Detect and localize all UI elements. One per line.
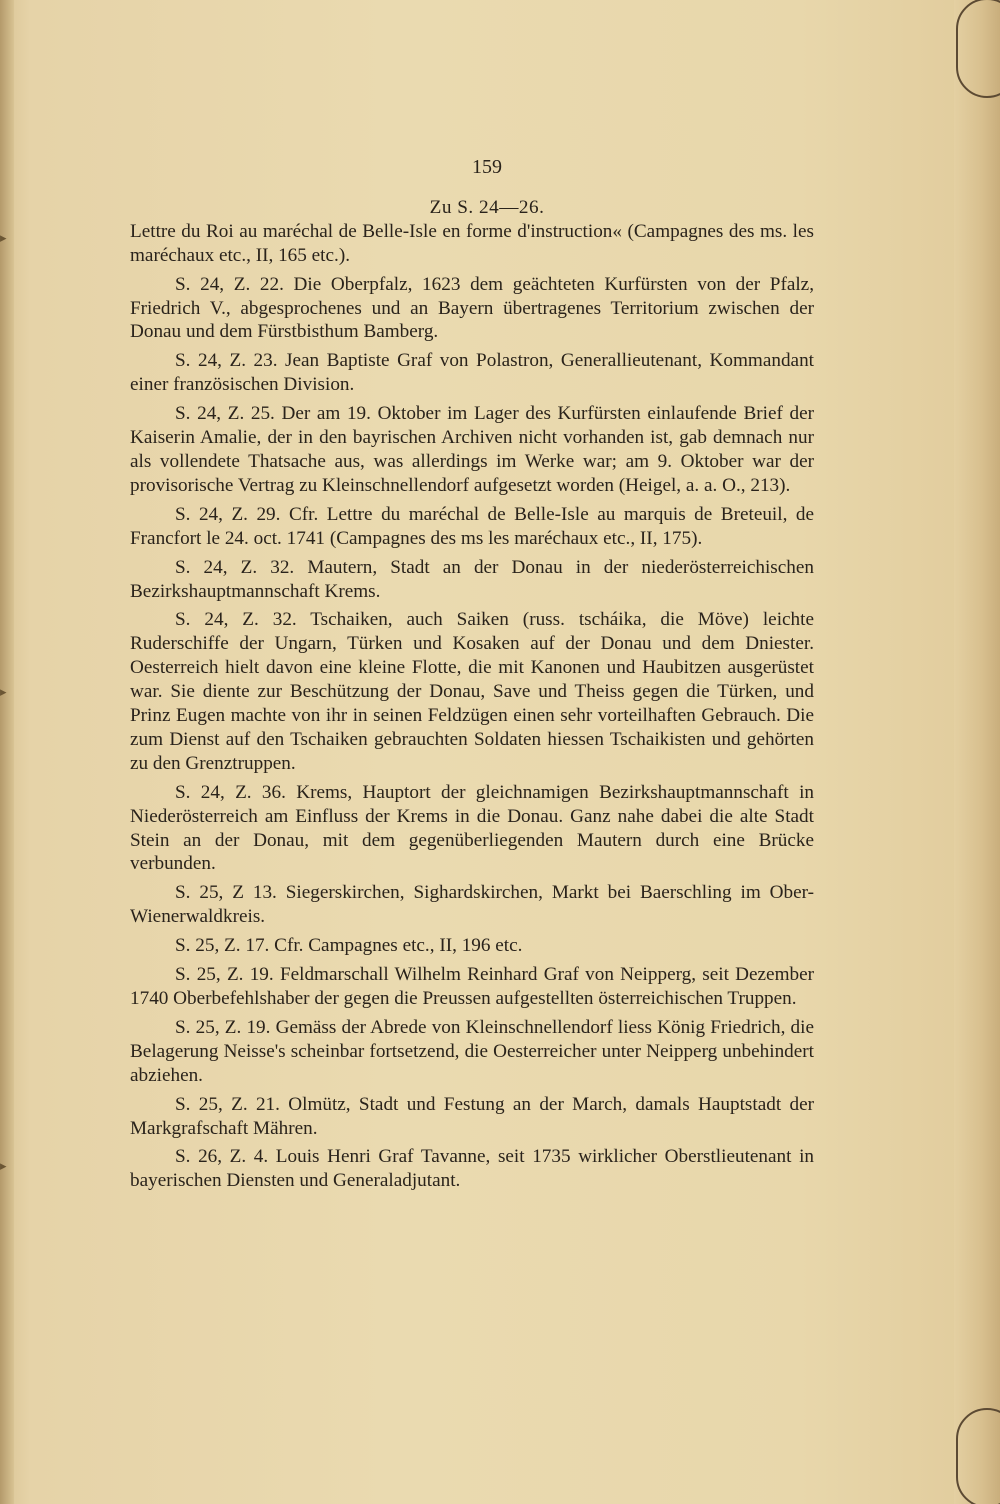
note-paragraph: S. 24, Z. 23. Jean Baptiste Graf von Polastron, Generallieutenant, Kommandant einer französischen Division. <box>130 350 814 396</box>
margin-mark-icon: ▸ <box>0 231 7 246</box>
note-paragraph: S. 24, Z. 29. Cfr. Lettre du maréchal de Belle-Isle au marquis de Breteuil, de Francfort le 24. oct. 1741 (Campagnes des ms les maréchaux etc., II, 175). <box>130 503 814 549</box>
section-heading: Zu S. 24—26. <box>429 196 545 218</box>
note-paragraph: S. 26, Z. 4. Louis Henri Graf Tavanne, seit 1735 wirklicher Oberstlieutenant in bayerischen Diensten und Generaladjutant. <box>130 1146 814 1192</box>
note-paragraph: S. 25, Z. 19. Gemäss der Abrede von Kleinschnellendorf liess König Friedrich, die Belagerung Neisse's scheinbar fortsetzend, die Oesterreicher unter Neipperg unbehindert abziehen. <box>130 1016 814 1086</box>
margin-mark-icon: ▸ <box>0 1159 7 1174</box>
note-paragraph: S. 25, Z 13. Siegerskirchen, Sighardskirchen, Markt bei Baerschling im Ober-Wienerwaldkreis. <box>130 882 814 928</box>
note-paragraph: S. 24, Z. 22. Die Oberpfalz, 1623 dem geächteten Kurfürsten von der Pfalz, Friedrich V., abgesprochenes und an Bayern übertragenes Territorium zwischen der Donau und dem Fürstbisthum Bamberg. <box>130 273 814 343</box>
binding-tab-bottom <box>956 1408 1000 1504</box>
page-left-edge <box>0 0 14 1504</box>
note-paragraph: S. 24, Z. 32. Mautern, Stadt an der Donau in der niederösterreichischen Bezirkshauptmannschaft Krems. <box>130 556 814 602</box>
note-paragraph: S. 24, Z. 36. Krems, Hauptort der gleichnamigen Bezirkshauptmannschaft in Niederösterreich am Einfluss der Krems in die Donau. Ganz nahe dabei die alte Stadt Stein an der Donau, mit dem gegenüberliegenden Mautern durch eine Brücke verbunden. <box>130 781 814 875</box>
binding-tab-top <box>956 0 1000 98</box>
note-paragraph: S. 25, Z. 19. Feldmarschall Wilhelm Reinhard Graf von Neipperg, seit Dezember 1740 Oberbefehlshaber der gegen die Preussen aufgestellten österreichischen Truppen. <box>130 964 814 1009</box>
note-paragraph: S. 24, Z. 25. Der am 19. Oktober im Lager des Kurfürsten einlaufende Brief der Kaiserin Amalie, der in den bayrischen Archiven nicht vorhanden ist, gab demnach nur als vollendete Thatsache aus, was allerdings im Werke war; am 9. Oktober war der provisorische Vertrag zu Kleinschnellendorf aufgesetzt worden (Heigel, a. a. O., 213). <box>130 403 814 496</box>
page-number: 159 <box>472 156 502 178</box>
page-right-edge <box>954 0 1000 1504</box>
note-paragraph: S. 25, Z. 17. Cfr. Campagnes etc., II, 196 etc. <box>175 935 523 957</box>
page-text <box>130 156 814 1198</box>
note-paragraph: Lettre du Roi au maréchal de Belle-Isle en forme d'instruction« (Campagnes des ms. les maréchaux etc., II, 165 etc.). <box>130 220 814 266</box>
margin-mark-icon: ▸ <box>0 685 7 700</box>
note-paragraph: S. 25, Z. 21. Olmütz, Stadt und Festung an der March, damals Hauptstadt der Markgrafschaft Mähren. <box>130 1093 814 1139</box>
note-paragraph: S. 24, Z. 32. Tschaiken, auch Saiken (russ. tscháika, die Möve) leichte Ruderschiffe der Ungarn, Türken und Kosaken auf der Donau und dem Dniester. Oesterreich hielt davon eine kleine Flotte, die mit Kanonen und Haubitzen ausgerüstet war. Sie diente zur Beschützung der Donau, Save und Theiss gegen die Türken, und Prinz Eugen machte von ihr in seinen Feldzügen einen sehr vorteilhaften Gebrauch. Die zum Dienst auf den Tschaiken gebrauchten Soldaten hiessen Tschaikisten und gehörten zu den Grenztruppen. <box>130 609 814 774</box>
